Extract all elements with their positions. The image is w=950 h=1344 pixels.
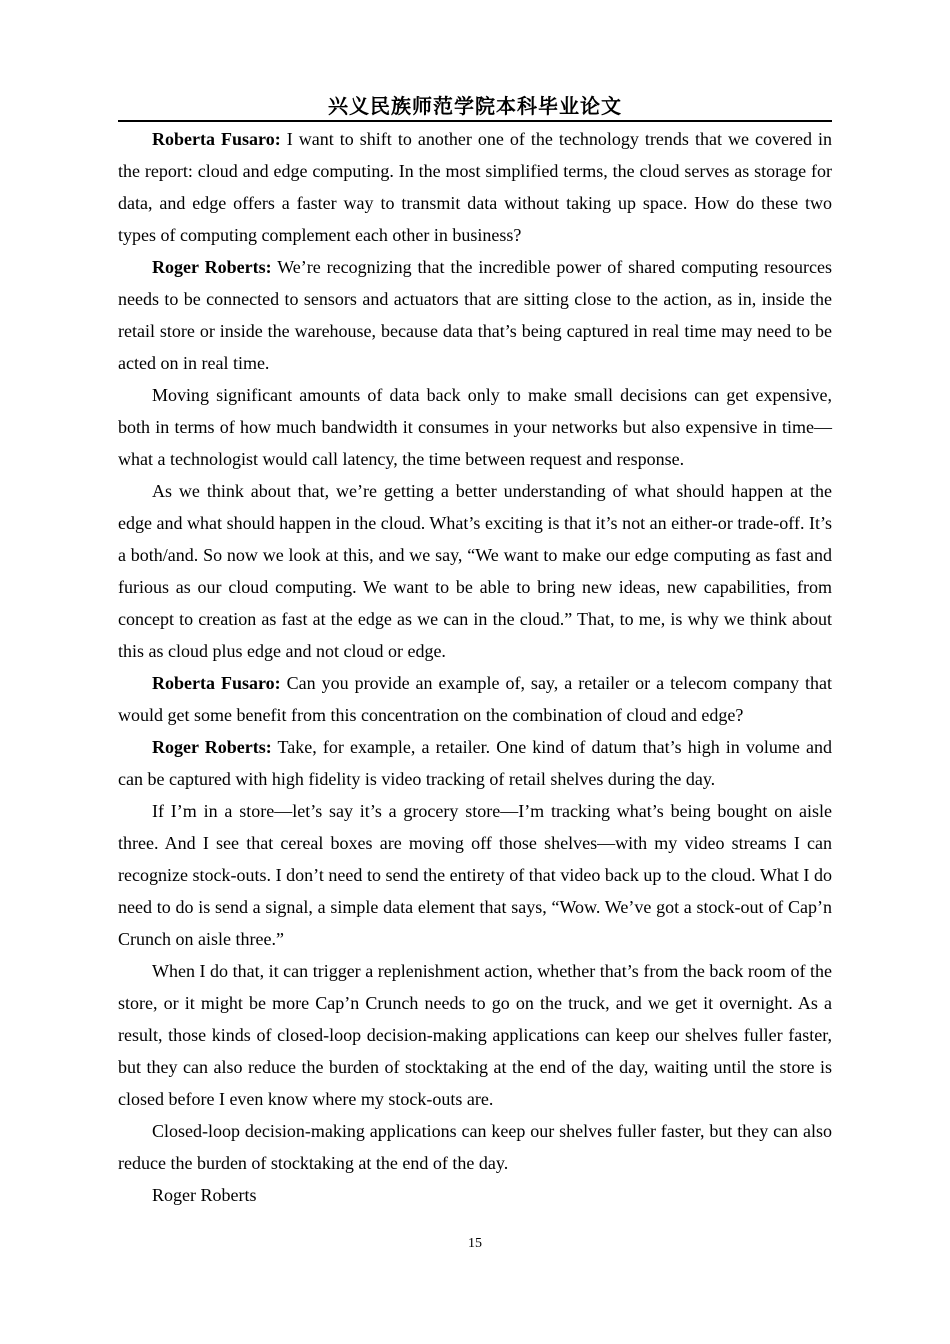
- paragraph-text: Take, for example, a retailer. One kind of datum that’s high in volume and can be captured with high fidelity is video tracking of retail shelves during the day.: [118, 737, 832, 789]
- paragraph-text: Moving significant amounts of data back only to make small decisions can get expensive, both in terms of how much bandwidth it consumes in your networks but also expensive in time—what a technologist would call latency, the time between request and response.: [118, 385, 832, 469]
- attribution-line: [118, 1179, 832, 1211]
- speaker-label: Roberta Fusaro:: [152, 129, 281, 149]
- speaker-label: Roberta Fusaro:: [152, 673, 281, 693]
- paragraph-8: [118, 955, 832, 1115]
- paragraph-text: Roger Roberts: [152, 1185, 257, 1205]
- paragraph-9: [118, 1115, 832, 1179]
- paragraph-5: [118, 667, 832, 731]
- document-body: [118, 123, 832, 1211]
- page-number: 15: [468, 1236, 482, 1251]
- paragraph-7: [118, 795, 832, 955]
- paragraph-text: We’re recognizing that the incredible power of shared computing resources needs to be connected to sensors and actuators that are sitting close to the action, as in, inside the retail store or inside the warehouse, because data that’s being captured in real time may need to be acted on in real time.: [118, 257, 832, 373]
- speaker-label: Roger Roberts:: [152, 737, 272, 757]
- paragraph-text: As we think about that, we’re getting a better understanding of what should happen at the edge and what should happen in the cloud. What’s exciting is that it’s not an either-or trade-off. It’s a both/and. So now we look at this, and we say, “We want to make our edge computing as fast and furious as our cloud computing. We want to be able to bring new ideas, new capabilities, from concept to creation as fast at the edge as we can in the cloud.” That, to me, is why we think about this as cloud plus edge and not cloud or edge.: [118, 481, 832, 661]
- paragraph-text: I want to shift to another one of the technology trends that we covered in the report: cloud and edge computing. In the most simplified terms, the cloud serves as storage for data, and edge offers a faster way to transmit data without taking up space. How do these two types of computing complement each other in business?: [118, 129, 832, 245]
- paragraph-text: When I do that, it can trigger a replenishment action, whether that’s from the back room of the store, or it might be more Cap’n Crunch needs to go on the truck, and we get it overnight. As a result, those kinds of closed-loop decision-making applications can keep our shelves fuller faster, but they can also reduce the burden of stocktaking at the end of the day, waiting until the store is closed before I even know where my stock-outs are.: [118, 961, 832, 1109]
- paragraph-text: If I’m in a store—let’s say it’s a grocery store—I’m tracking what’s being bought on aisle three. And I see that cereal boxes are moving off those shelves—with my video streams I can recognize stock-outs. I don’t need to send the entirety of that video back up to the cloud. What I do need to do is send a signal, a simple data element that says, “Wow. We’ve got a stock-out of Cap’n Crunch on aisle three.”: [118, 801, 832, 949]
- page-header-title: 兴义民族师范学院本科毕业论文: [118, 92, 832, 122]
- paragraph-4: [118, 475, 832, 667]
- paragraph-3: [118, 379, 832, 475]
- paragraph-2: [118, 251, 832, 379]
- paragraph-1: [118, 123, 832, 251]
- paragraph-text: Can you provide an example of, say, a retailer or a telecom company that would get some benefit from this concentration on the combination of cloud and edge?: [118, 673, 832, 725]
- paragraph-6: [118, 731, 832, 795]
- speaker-label: Roger Roberts:: [152, 257, 272, 277]
- paragraph-text: Closed-loop decision-making applications can keep our shelves fuller faster, but they can also reduce the burden of stocktaking at the end of the day.: [118, 1121, 832, 1173]
